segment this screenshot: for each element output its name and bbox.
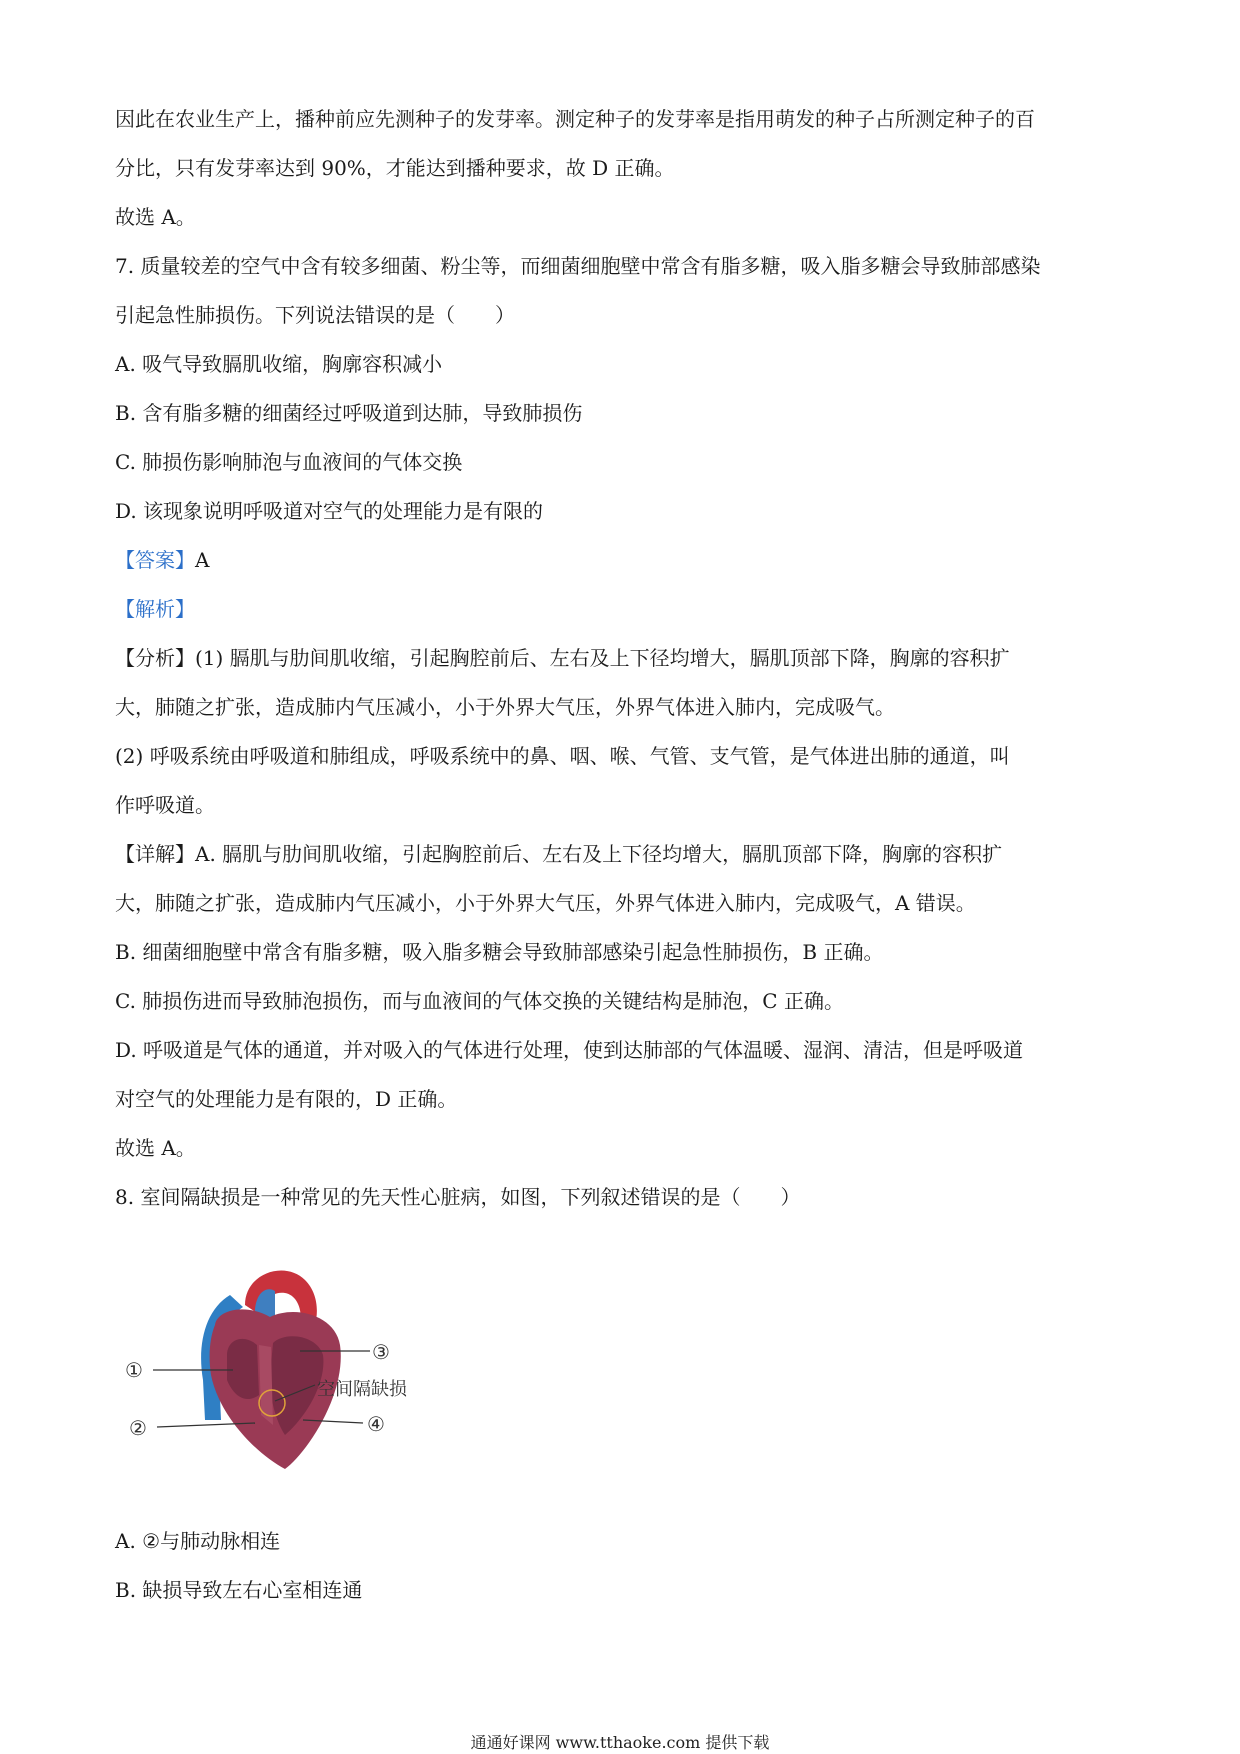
label-1: ① — [125, 1358, 143, 1382]
text-line: 大，肺随之扩张，造成肺内气压减小，小于外界大气压，外界气体进入肺内，完成吸气。 — [115, 695, 895, 719]
answer-tag: 【答案】 — [115, 548, 195, 572]
text-line: 因此在农业生产上，播种前应先测种子的发芽率。测定种子的发芽率是指用萌发的种子占所测定种子的百 — [115, 107, 1035, 131]
text-line: (2) 呼吸系统由呼吸道和肺组成，呼吸系统中的鼻、咽、喉、气管、支气管，是气体进出肺的通道，叫 — [115, 744, 1010, 768]
text-line: C. 肺损伤进而导致肺泡损伤，而与血液间的气体交换的关键结构是肺泡，C 正确。 — [115, 989, 844, 1013]
option-c: C. 肺损伤影响肺泡与血液间的气体交换 — [115, 450, 463, 474]
septum — [259, 1345, 273, 1425]
question-7-stem: 引起急性肺损伤。下列说法错误的是（ ） — [115, 303, 515, 327]
answer-line — [115, 546, 209, 574]
answer-value: A — [195, 548, 210, 572]
text-line: 故选 A。 — [115, 1136, 196, 1160]
text-line: 对空气的处理能力是有限的，D 正确。 — [115, 1087, 458, 1111]
text-line: 作呼吸道。 — [115, 793, 215, 817]
label-defect: 空间隔缺损 — [317, 1379, 407, 1400]
option-d: D. 该现象说明呼吸道对空气的处理能力是有限的 — [115, 499, 544, 523]
label-3: ③ — [372, 1340, 390, 1364]
question-8-stem: 8. 室间隔缺损是一种常见的先天性心脏病，如图，下列叙述错误的是（ ） — [115, 1185, 801, 1209]
option-a: A. 吸气导致膈肌收缩，胸廓容积减小 — [115, 352, 443, 376]
label-4: ④ — [367, 1412, 385, 1436]
text-line: 大，肺随之扩张，造成肺内气压减小，小于外界大气压，外界气体进入肺内，完成吸气，A 错误。 — [115, 891, 976, 915]
text-line: 分比，只有发芽率达到 90%，才能达到播种要求，故 D 正确。 — [115, 156, 675, 180]
heart-diagram — [125, 1255, 455, 1470]
page-footer: 通通好课网 www.tthaoke.com 提供下载 — [470, 1733, 770, 1752]
option-b: B. 含有脂多糖的细菌经过呼吸道到达肺，导致肺损伤 — [115, 401, 583, 425]
label-2: ② — [129, 1416, 147, 1440]
option-a: A. ②与肺动脉相连 — [115, 1529, 281, 1553]
analysis-tag: 【解析】 — [115, 597, 195, 621]
question-7-stem: 7. 质量较差的空气中含有较多细菌、粉尘等，而细菌细胞壁中常含有脂多糖，吸入脂多糖会导致肺部感染 — [115, 254, 1041, 278]
text-line: 【详解】A. 膈肌与肋间肌收缩，引起胸腔前后、左右及上下径均增大，膈肌顶部下降，胸廓的容积扩 — [115, 842, 1003, 866]
text-line: 故选 A。 — [115, 205, 196, 229]
text-line: B. 细菌细胞壁中常含有脂多糖，吸入脂多糖会导致肺部感染引起急性肺损伤，B 正确。 — [115, 940, 884, 964]
text-line: 【分析】(1) 膈肌与肋间肌收缩，引起胸腔前后、左右及上下径均增大，膈肌顶部下降，胸廓的容积扩 — [115, 646, 1010, 670]
option-b: B. 缺损导致左右心室相连通 — [115, 1578, 363, 1602]
text-line: D. 呼吸道是气体的通道，并对吸入的气体进行处理，使到达肺部的气体温暖、湿润、清洁，但是呼吸道 — [115, 1038, 1024, 1062]
